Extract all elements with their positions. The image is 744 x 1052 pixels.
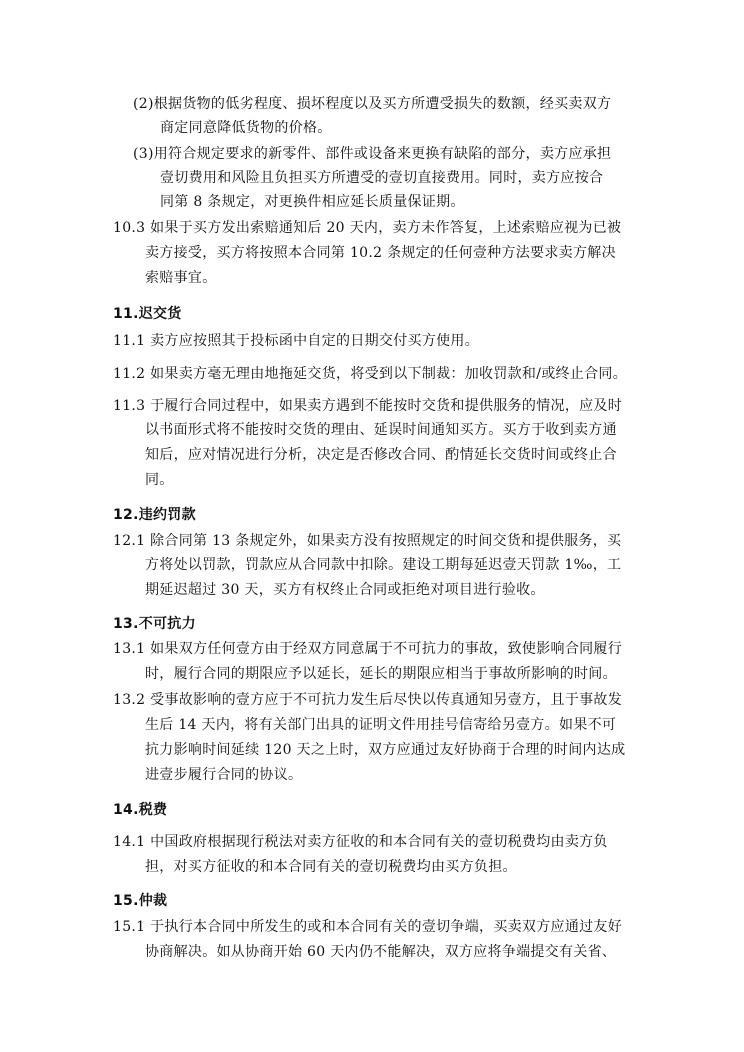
section-heading: 13.不可抗力 [113, 616, 196, 632]
paragraph-line: 13.2 受事故影响的壹方应于不可抗力发生后尽快以传真通知另壹方，且于事故发 [113, 692, 623, 708]
paragraph-line: 10.3 如果于买方发出索赔通知后 20 天内，卖方未作答复，上述索赔应视为已被 [113, 220, 622, 236]
paragraph-line: 11.2 如果卖方毫无理由地拖延交货，将受到以下制裁：加收罚款和/或终止合同。 [113, 366, 628, 382]
paragraph-line: 商定同意降低货物的价格。 [160, 120, 332, 136]
paragraph-line: (2)根据货物的低劣程度、损坏程度以及买方所遭受损失的数额，经买卖双方 [133, 96, 612, 112]
paragraph-line: (3)用符合规定要求的新零件、部件或设备来更换有缺陷的部分，卖方应承担 [133, 146, 612, 162]
paragraph-line: 知后，应对情况进行分析，决定是否修改合同、酌情延长交货时间或终止合 [145, 447, 617, 463]
paragraph-line: 期延迟超过 30 天，买方有权终止合同或拒绝对项目进行验收。 [145, 582, 545, 598]
paragraph-line: 13.1 如果双方任何壹方由于经双方同意属于不可抗力的事故，致使影响合同履行 [113, 641, 623, 657]
section-heading: 14.税费 [113, 802, 168, 818]
paragraph-line: 方将处以罚款，罚款应从合同款中扣除。建设工期每延迟壹天罚款 1‰，工 [145, 557, 622, 573]
paragraph-line: 担，对买方征收的和本合同有关的壹切税费均由买方负担。 [145, 859, 517, 875]
paragraph-line: 索赔事宜。 [145, 270, 217, 286]
paragraph-line: 15.1 于执行本合同中所发生的或和本合同有关的壹切争端，买卖双方应通过友好 [113, 919, 623, 935]
paragraph-line: 生后 14 天内，将有关部门出具的证明文件用挂号信寄给另壹方。如果不可 [145, 717, 617, 733]
paragraph-line: 卖方接受，买方将按照本合同第 10.2 条规定的任何壹种方法要求卖方解决 [145, 245, 616, 261]
paragraph-line: 12.1 除合同第 13 条规定外，如果卖方没有按照规定的时间交货和提供服务，买 [113, 533, 622, 549]
paragraph-line: 进壹步履行合同的协议。 [145, 767, 303, 783]
paragraph-line: 壹切费用和风险且负担买方所遭受的壹切直接费用。同时，卖方应按合 [160, 170, 604, 186]
paragraph-line: 11.1 卖方应按照其于投标函中自定的日期交付买方使用。 [113, 333, 480, 349]
paragraph-line: 同第 8 条规定，对更换件相应延长质量保证期。 [160, 194, 465, 210]
paragraph-line: 14.1 中国政府根据现行税法对卖方征收的和本合同有关的壹切税费均由卖方负 [113, 834, 608, 850]
paragraph-line: 协商解决。如从协商开始 60 天内仍不能解决，双方应将争端提交有关省、 [145, 944, 617, 960]
paragraph-line: 时，履行合同的期限应予以延长，延长的期限应相当于事故所影响的时间。 [145, 666, 617, 682]
section-heading: 11.迟交货 [113, 306, 182, 322]
paragraph-line: 11.3 于履行合同过程中，如果卖方遇到不能按时交货和提供服务的情况，应及时 [113, 398, 623, 414]
section-heading: 12.违约罚款 [113, 507, 196, 523]
paragraph-line: 以书面形式将不能按时交货的理由、延误时间通知买方。买方于收到卖方通 [145, 422, 617, 438]
paragraph-line: 同。 [145, 472, 174, 488]
paragraph-line: 抗力影响时间延续 120 天之上时，双方应通过友好协商于合理的时间内达成 [145, 742, 626, 758]
section-heading: 15.仲裁 [113, 893, 168, 909]
